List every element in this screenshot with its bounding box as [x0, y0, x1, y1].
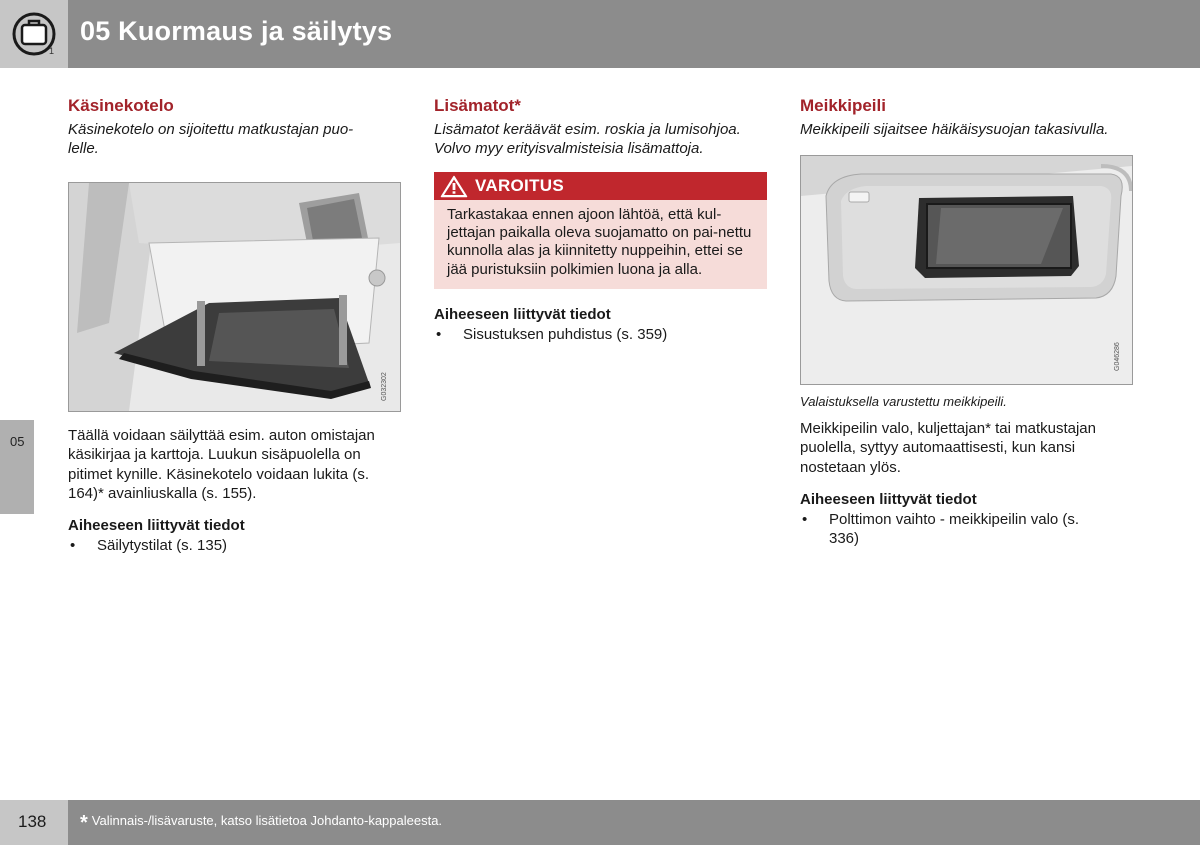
section-lisamatot [434, 94, 767, 344]
footnote-text: Valinnais-/lisävaruste, katso lisätietoa Johdanto-kappaleesta. [91, 813, 443, 828]
section-heading: Lisämatot* [434, 96, 521, 115]
figure-code: G046286 [1114, 342, 1121, 371]
vanity-mirror-illustration [801, 156, 1132, 384]
section-body: Täällä voidaan säilyttää esim. auton omistajan käsikirjaa ja karttoja. Luukun sisäpuolella on pitimet kynille. Käsinekotelo voidaan lukita (s. 164)* avainliuskalla (s. 155). [68, 427, 375, 502]
related-list [68, 536, 401, 555]
warning-header [434, 172, 767, 200]
warning-text: Tarkastakaa ennen ajoon lähtöä, että kul-jettajan paikalla oleva suojamatto on pai-nettu kunnolla alas ja kiinnitetty nuppeihin, ettei se jää puristuksiin polkimien luona ja alla. [434, 200, 767, 289]
footnote-star: * [80, 812, 88, 834]
suitcase-icon [0, 0, 68, 68]
figure-caption: Valaistuksella varustettu meikkipeili. [800, 394, 1007, 409]
chapter-side-tab [0, 420, 34, 514]
section-lead: Käsinekotelo on sijoitettu matkustajan puo-lelle. [68, 121, 354, 157]
section-body: Meikkipeilin valo, kuljettajan* tai matkustajan puolella, syttyy automaattisesti, kun kansi nostetaan ylös. [800, 420, 1096, 476]
chapter-icon-box [0, 0, 68, 68]
footnote [80, 812, 442, 835]
related-list [800, 510, 1133, 548]
related-link[interactable]: • Sisustuksen puhdistus (s. 359) [434, 325, 767, 344]
warning-box [434, 172, 767, 289]
section-kasinekotelo [68, 94, 401, 555]
chapter-side-tab-label: 05 [10, 434, 25, 449]
figure-code: G032302 [381, 372, 388, 401]
related-link[interactable]: • Säilytystilat (s. 135) [68, 536, 401, 555]
section-meikkipeili [800, 94, 1133, 548]
related-heading: Aiheeseen liittyvät tiedot [800, 490, 977, 508]
glovebox-illustration [69, 183, 400, 411]
section-heading: Käsinekotelo [68, 96, 174, 115]
warning-title: VAROITUS [475, 176, 564, 195]
glovebox-figure [68, 182, 401, 412]
related-link[interactable]: • Polttimon vaihto - meikkipeilin valo (s. 336) [800, 510, 1109, 548]
chapter-icon-mark: 1 [49, 46, 55, 56]
related-list [434, 325, 767, 344]
vanity-mirror-figure [800, 155, 1133, 385]
related-heading: Aiheeseen liittyvät tiedot [68, 517, 245, 535]
section-heading: Meikkipeili [800, 96, 886, 115]
related-heading: Aiheeseen liittyvät tiedot [434, 305, 611, 323]
page-number: 138 [18, 812, 47, 831]
section-lead: Lisämatot keräävät esim. roskia ja lumisohjoa. Volvo myy erityisvalmisteisia lisämattoja. [434, 121, 741, 157]
page-title: 05 Kuormaus ja säilytys [80, 16, 393, 46]
warning-triangle-icon [440, 175, 468, 198]
section-lead: Meikkipeili sijaitsee häikäisysuojan takasivulla. [800, 121, 1109, 138]
